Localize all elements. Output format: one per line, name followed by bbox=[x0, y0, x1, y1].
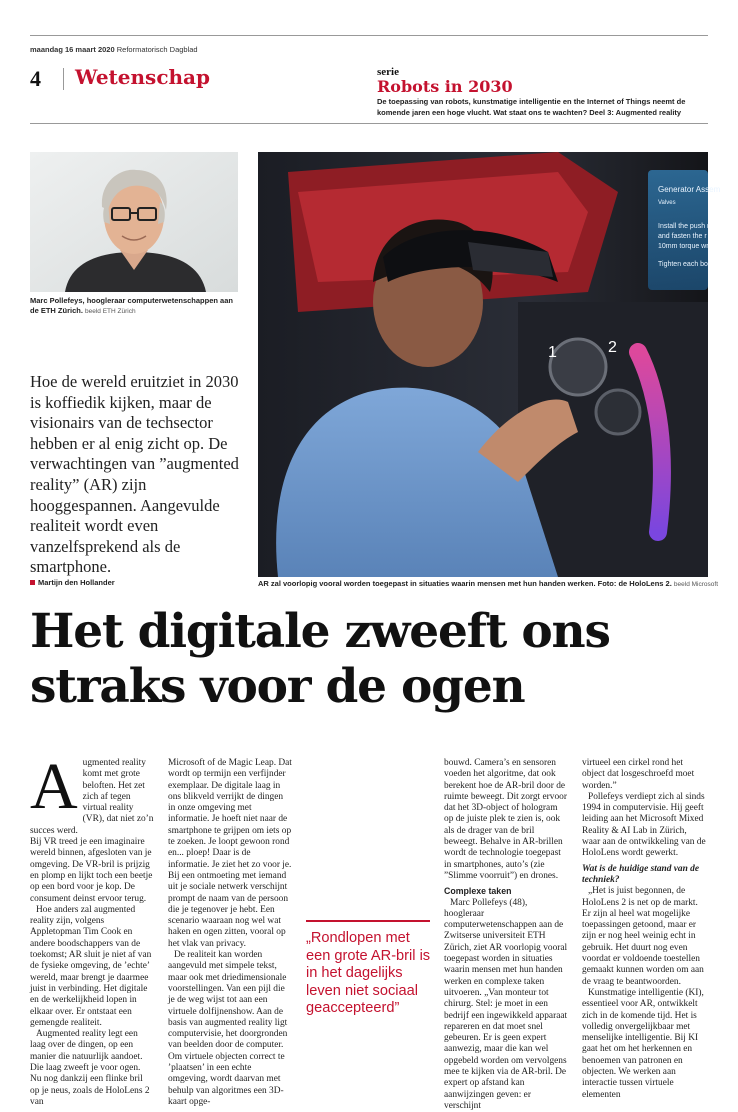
column4-para-4: Kunstmatige intelligentie (KI), essentieel voor AR, ontwikkelt zich in de komende tijd. Het is volledig onvergelijkbaar met menselijke intelligentie. Bij KI gaat het om het herkennen en benoemen van patronen en objecten. We werken aan interactie tussen virtuele elementen bbox=[582, 987, 704, 1100]
main-photo bbox=[258, 152, 721, 577]
section-divider bbox=[63, 68, 64, 90]
header-rule bbox=[30, 123, 708, 124]
pull-quote: „Rondlopen met een grote AR-bril is in het dagelijks leven niet sociaal geaccepteerd” bbox=[306, 930, 431, 1016]
publication-date: maandag 16 maart 2020 bbox=[30, 45, 115, 54]
column1-para-2: Bij VR treed je een imaginaire wereld binnen, afgesloten van je omgeving. De VR-bril is prijzig en plomp en lijkt toch een beetje op een bord voor je kop. De consument deinst ervoor terug. bbox=[30, 837, 153, 904]
portrait-caption-text: Marc Pollefeys, hoogleraar computerwetenschappen aan de ETH Zürich. bbox=[30, 296, 233, 315]
newspaper-name: Reformatorisch Dagblad bbox=[116, 45, 198, 54]
column2-para-1: Microsoft of de Magic Leap. Dat wordt op termijn een verfijnder exemplaar. De digitale laag in ons blikveld verrijkt de dingen in onze omgeving met informatie. Je hoeft niet naar de smartphone te grijpen om iets op te zoeken. Je loopt gewoon rond en... ploep! Daar is de informatie. Je ziet het zo voor je. Bij een ontmoeting met iemand uit je sociale netwerk verschijnt prompt de naam van de persoon die je tegenover je hebt. Een scenario waaraan nog wel wat haken en ogen zitten, vooral op het vlak van privacy. bbox=[168, 758, 292, 949]
ar-panel-line-2: and fasten the r bbox=[658, 233, 707, 240]
article-column-2 bbox=[168, 758, 292, 1108]
serie-title: Robots in 2030 bbox=[377, 77, 513, 96]
ar-step-2: 2 bbox=[608, 339, 617, 356]
article-column-3 bbox=[444, 758, 568, 1112]
author-name: Martijn den Hollander bbox=[38, 578, 115, 587]
page-number: 4 bbox=[30, 66, 41, 91]
column3-para-2: Marc Pollefeys (48), hoogleraar computerwetenschappen aan de Zwitserse universiteit ETH Zürich, ziet AR voorlopig vooral toegepast worden in situaties waarin mensen met hun handen werken en complexe taken uitvoeren. „Van monteur tot chirurg. Stel: je moet in een bedrijf een ingewikkeld apparaat repareren en dat moet snel gebeuren. Er is geen expert aanwezig, maar die kan wel opgebeld worden om vervolgens mee te kijken via de AR-bril. De expert op afstand kan aanwijzingen geven: er verschijnt bbox=[444, 897, 568, 1111]
byline bbox=[30, 578, 115, 587]
section-title: Wetenschap bbox=[75, 65, 210, 89]
column4-para-3: „Het is juist begonnen, de HoloLens 2 is net op de markt. Er zijn al heel wat mogelijke toepassingen getoond, maar er zijn er nog heel weinig echt in gebruik. Het duurt nog even voordat er voldoende toestellen gemaakt kunnen worden om aan de vraag te beantwoorden. bbox=[582, 886, 704, 987]
portrait-illustration bbox=[30, 152, 238, 292]
hololens-illustration bbox=[258, 152, 721, 577]
main-caption bbox=[258, 579, 718, 588]
headline-line-1: Het digitale zweeft ons bbox=[30, 604, 610, 659]
ar-panel-title: Generator Assem bbox=[658, 185, 721, 194]
column1-para-4: Augmented reality legt een laag over de dingen, op een manier die natuurlijk aandoet. Die laag zweeft je voor ogen. Nu nog dankzij een flinke bril op je neus, zoals de HoloLens 2 van bbox=[30, 1029, 150, 1107]
ar-panel-line-4: Tighten each bol bbox=[658, 261, 710, 268]
serie-deck: De toepassing van robots, kunstmatige intelligentie en the Internet of Things neemt de komende jaren een hoge vlucht. Wat staat ons te wachten? Deel 3: Augmented reality bbox=[377, 97, 686, 117]
column1-para-1: ugmented reality komt met grote beloften. Het zet zich af tegen virtual reality (VR), dat niet zo’n succes werd. bbox=[30, 758, 154, 836]
portrait-credit: beeld ETH Zürich bbox=[85, 308, 136, 315]
ar-panel-sub: Valves bbox=[658, 200, 676, 206]
column1-para-3: Hoe anders zal augmented reality zijn, volgens Appletopman Tim Cook en andere boodschappers van de toekomst; AR sluit je niet af van de fysieke omgeving, de ’echte’ wereld, maar brengt je daarmee juist in verbinding. Het digitale en de werkelijkheid lopen in elkaar over. Er ontstaat een gemengde realiteit. bbox=[30, 904, 152, 1028]
article-column-1 bbox=[30, 750, 154, 1108]
portrait-photo bbox=[30, 152, 238, 292]
column4-question: Wat is de huidige stand van de techniek? bbox=[582, 863, 700, 885]
serie-label: serie bbox=[377, 66, 399, 78]
portrait-caption bbox=[30, 296, 240, 317]
headline-line-2: straks voor de ogen bbox=[30, 659, 525, 714]
dateline bbox=[30, 45, 198, 54]
byline-square-icon bbox=[30, 580, 35, 585]
column4-para-2: Pollefeys verdiept zich al sinds 1994 in computervisie. Hij geeft leiding aan het Microsoft Mixed Reality & AI Lab in Zürich, waar aan de ontwikkeling van de HoloLens wordt gewerkt. bbox=[582, 791, 706, 859]
ar-panel-line-3: 10mm torque wr bbox=[658, 243, 709, 250]
article-column-4 bbox=[582, 758, 706, 1101]
column2-para-2: De realiteit kan worden aangevuld met simpele tekst, maar ook met driedimensionale voorstellingen. Van een pijl die je de weg wijst tot aan een virtuele dolfijnenshow. Aan de basis van augmented reality ligt computervisie, het doorgronden van beelden door de computer. Om virtuele objecten correct te ’plaatsen’ in een echte omgeving, wordt daarvan met behulp van algoritmes een 3D-kaart opge- bbox=[168, 950, 288, 1107]
column3-subheading: Complexe taken bbox=[444, 886, 512, 897]
dropcap: A bbox=[30, 750, 78, 823]
main-caption-credit: beeld Microsoft bbox=[673, 581, 718, 588]
intro-text: Hoe de wereld eruitziet in 2030 is koffiedik kijken, maar de visionairs van de techsector hebben er al enig zicht op. De verwachtingen van ”augmented reality” (AR) zijn hooggespannen. Aangevulde realiteit wordt even vanzelfsprekend als de smartphone. bbox=[30, 372, 239, 577]
main-caption-text: AR zal voorlopig vooral worden toegepast in situaties waarin mensen met hun handen werken. Foto: de HoloLens 2. bbox=[258, 579, 672, 588]
column3-para-1: bouwd. Camera’s en sensoren voeden het algoritme, dat ook berekent hoe de AR-bril door de ruimte beweegt. Dit zorgt ervoor dat het 3D-object of hologram op de juiste plek te zien is, ook als de drager van de bril beweegt. Behalve in AR-brillen wordt de technologie toegepast in smartphones, auto’s (zie ”Slimme voorruit”) en drones. bbox=[444, 758, 567, 881]
pull-quote-rule bbox=[306, 920, 430, 922]
top-rule bbox=[30, 35, 708, 36]
headline bbox=[30, 604, 720, 714]
ar-step-1: 1 bbox=[548, 344, 557, 361]
ar-panel-line-1: Install the push r bbox=[658, 223, 710, 230]
column4-para-1: virtueel een cirkel rond het object dat losgeschroefd moet worden.” bbox=[582, 758, 695, 791]
